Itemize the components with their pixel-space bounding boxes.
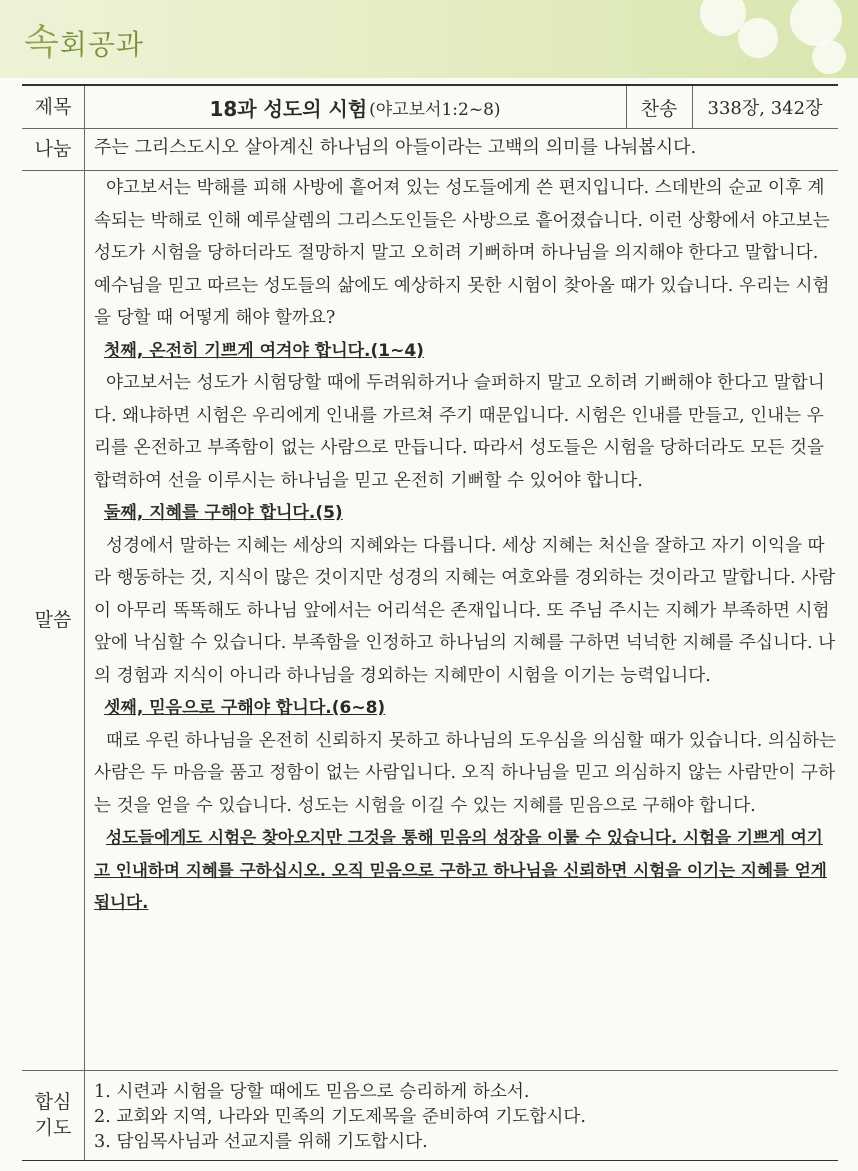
point3-paragraph: 때로 우린 하나님을 온전히 신뢰하지 못하고 하나님의 도우심을 의심할 때가 있습니다. 의심하는 사람은 두 마음을 품고 정함이 없는 사람입니다. 오직 하나님을 믿고 의심하지 않는 사람만이 구하는 것을 얻을 수 있습니다. 성도는 시험을 이길 수 있는 지혜를 믿음으로 구해야 합니다.: [94, 730, 836, 816]
point1-heading: 첫째, 온전히 기쁘게 여겨야 합니다.(1~4): [104, 340, 424, 361]
point1-paragraph: 야고보서는 성도가 시험당할 때에 두려워하거나 슬퍼하지 말고 오히려 기뻐해야 한다고 말합니다. 왜냐하면 시험은 우리에게 인내를 가르쳐 주기 때문입니다. 시험은 인내를 만들고, 인내는 우리를 온전하고 부족함이 없는 사람으로 만듭니다. 따라서 성도들은 시험을 당하더라도 모든 것을 합력하여 선을 이루시는 하나님을 믿고 온전히 기뻐할 수 있어야 합니다.: [94, 373, 825, 491]
point2-heading: 둘째, 지혜를 구해야 합니다.(5): [104, 503, 343, 523]
conclusion-paragraph: 성도들에게도 시험은 찾아오지만 그것을 통해 믿음의 성장을 이룰 수 있습니다. 시험을 기쁘게 여기고 인내하며 지혜를 구하십시오. 오직 믿음으로 구하고 하나님을 신뢰하면 시험을 이기는 지혜를 얻게 됩니다.: [94, 828, 827, 912]
sharing-text: 주는 그리스도시오 살아계신 하나님의 아들이라는 고백의 의미를 나눠봅시다.: [94, 137, 697, 158]
lesson-table: [22, 84, 838, 1161]
brand-logo: 속회공과: [24, 22, 144, 63]
lesson-title: 18과 성도의 시험: [209, 96, 368, 121]
title-row: [22, 86, 838, 129]
hymn-label: 찬송: [626, 86, 693, 128]
prayer-item: 1. 시련과 시험을 당할 때에도 믿음으로 승리하게 하소서.: [94, 1082, 530, 1102]
sharing-row: [22, 128, 838, 171]
word-row: [22, 170, 838, 1071]
word-content: [84, 170, 838, 1070]
title-cell: [84, 86, 627, 128]
header-band: [0, 0, 858, 78]
sharing-content: [84, 128, 838, 170]
clover-decoration: [812, 40, 846, 74]
scripture-reference: (야고보서1:2~8): [369, 99, 501, 120]
hymn-numbers: 338장, 342장: [707, 98, 823, 119]
prayer-row: [22, 1070, 838, 1160]
word-label: 말씀: [22, 170, 85, 1070]
point2-paragraph: 성경에서 말하는 지혜는 세상의 지혜와는 다릅니다. 세상 지혜는 처신을 잘하고 자기 이익을 따라 행동하는 것, 지식이 많은 것이지만 성경의 지혜는 여호와를 경외하는 것이라고 말합니다. 사람이 아무리 똑똑해도 하나님 앞에서는 어리석은 존재입니다. 또 주님 주시는 지혜가 부족하면 시험 앞에 낙심할 수 있습니다. 부족함을 인정하고 하나님의 지혜를 구하면 넉넉한 지혜를 주십니다. 나의 경험과 지식이 아니라 하나님을 경외하는 지혜만이 시험을 이기는 능력입니다.: [94, 535, 836, 686]
prayer-list: [84, 1070, 838, 1160]
prayer-item: 3. 담임목사님과 선교지를 위해 기도합시다.: [94, 1132, 428, 1152]
prayer-item: 2. 교회와 지역, 나라와 민족의 기도제목을 준비하여 기도합시다.: [94, 1107, 587, 1127]
clover-decoration: [738, 18, 778, 58]
intro-paragraph: 야고보서는 박해를 피해 사방에 흩어져 있는 성도들에게 쓴 편지입니다. 스데반의 순교 이후 계속되는 박해로 인해 예루살렘의 그리스도인들은 사방으로 흩어졌습니다. 이런 상황에서 야고보는 성도가 시험을 당하더라도 절망하지 말고 오히려 기뻐하며 하나님을 의지해야 한다고 말합니다. 예수님을 믿고 따르는 성도들의 삶에도 예상하지 못한 시험이 찾아올 때가 있습니다. 우리는 시험을 당할 때 어떻게 해야 할까요?: [94, 178, 830, 328]
prayer-label: 합심 기도: [22, 1070, 85, 1160]
sharing-label: 나눔: [22, 128, 85, 170]
point3-heading: 셋째, 믿음으로 구해야 합니다.(6~8): [104, 698, 386, 718]
clover-decoration: [790, 0, 842, 46]
title-label: 제목: [22, 86, 85, 128]
